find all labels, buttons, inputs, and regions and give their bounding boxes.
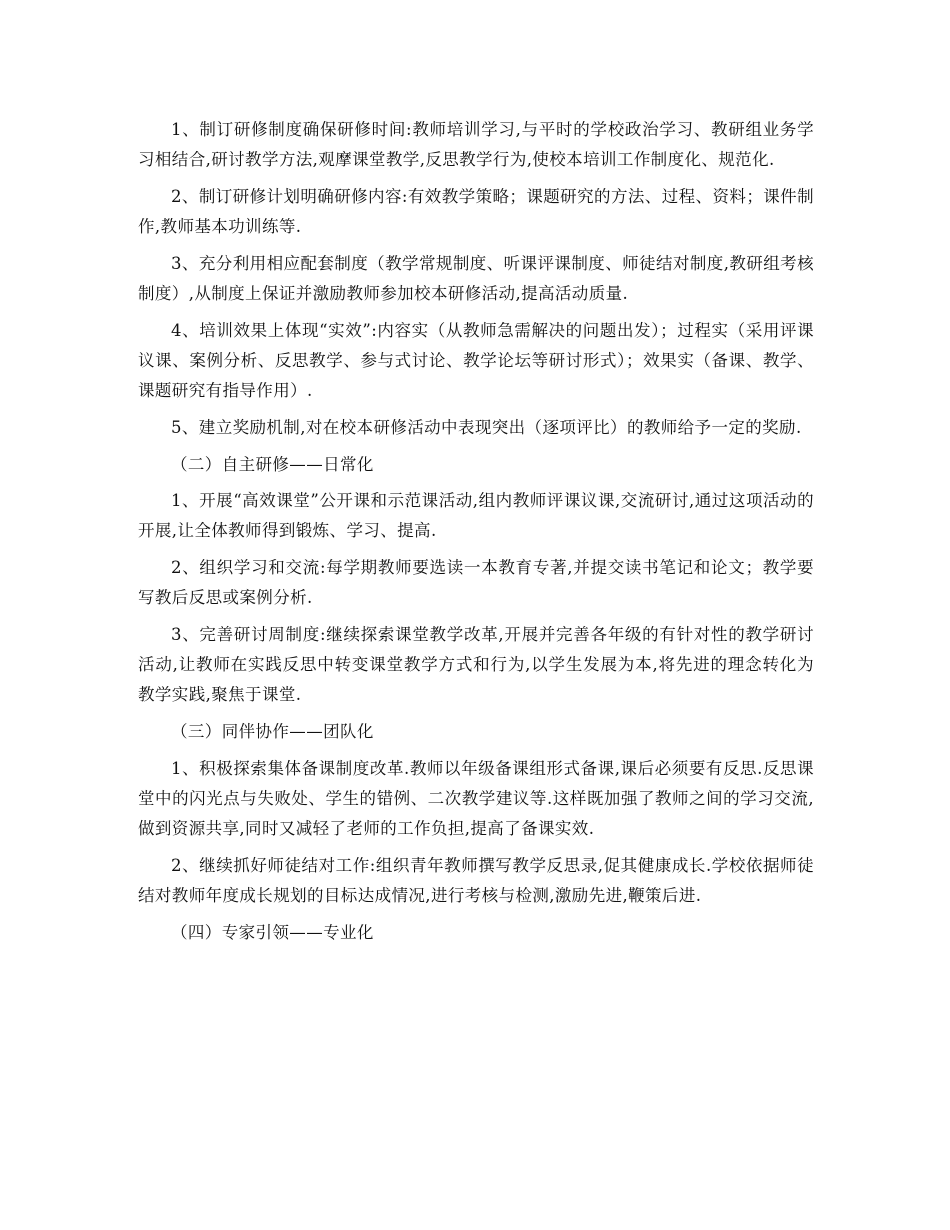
paragraph-item-4: 4、培训效果上体现“实效”:内容实（从教师急需解决的问题出发）；过程实（采用评课议课、案例分析、反思教学、参与式讨论、教学论坛等研讨形式）；效果实（备课、教学、课题研究有指导作用）. [138, 320, 814, 401]
paragraph-item-5: 5、建立奖励机制,对在校本研修活动中表现突出（逐项评比）的教师给予一定的奖励. [171, 417, 802, 437]
section-heading-3: （三）同伴协作——团队化 [171, 722, 374, 742]
paragraph-item-3-1: 1、积极探索集体备课制度改革.教师以年级备课组形式备课,课后必须要有反思.反思课堂中的闪光点与失败处、学生的错例、二次教学建议等.这样既加强了教师之间的学习交流,做到资源共享,同时又减轻了老师的工作负担,提高了备课实效. [138, 758, 814, 839]
paragraph-item-2-1: 1、开展“高效课堂”公开课和示范课活动,组内教师评课议课,交流研讨,通过这项活动的开展,让全体教师得到锻炼、学习、提高. [138, 491, 814, 541]
paragraph-item-2-3: 3、完善研讨周制度:继续探索课堂教学改革,开展并完善各年级的有针对性的教学研讨活动,让教师在实践反思中转变课堂教学方式和行为,以学生发展为本,将先进的理念转化为教学实践,聚焦于课堂. [138, 625, 814, 705]
section-heading-4: （四）专家引领——专业化 [171, 922, 374, 942]
paragraph-item-3: 3、充分利用相应配套制度（教学常规制度、听课评课制度、师徒结对制度,教研组考核制度）,从制度上保证并激励教师参加校本研修活动,提高活动质量. [138, 253, 814, 304]
paragraph-item-2-2: 2、组织学习和交流:每学期教师要选读一本教育专著,并提交读书笔记和论文；教学要写教后反思或案例分析. [138, 558, 814, 608]
document-page [138, 115, 814, 955]
section-heading-2: （二）自主研修——日常化 [171, 454, 374, 474]
paragraph-item-3-2: 2、继续抓好师徒结对工作:组织青年教师撰写教学反思录,促其健康成长.学校依据师徒结对教师年度成长规划的目标达成情况,进行考核与检测,激励先进,鞭策后进. [138, 855, 814, 906]
paragraph-item-2: 2、制订研修计划明确研修内容:有效教学策略；课题研究的方法、过程、资料；课件制作,教师基本功训练等. [138, 186, 814, 237]
paragraph-item-1: 1、制订研修制度确保研修时间:教师培训学习,与平时的学校政治学习、教研组业务学习相结合,研讨教学方法,观摩课堂教学,反思教学行为,使校本培训工作制度化、规范化. [138, 120, 814, 170]
